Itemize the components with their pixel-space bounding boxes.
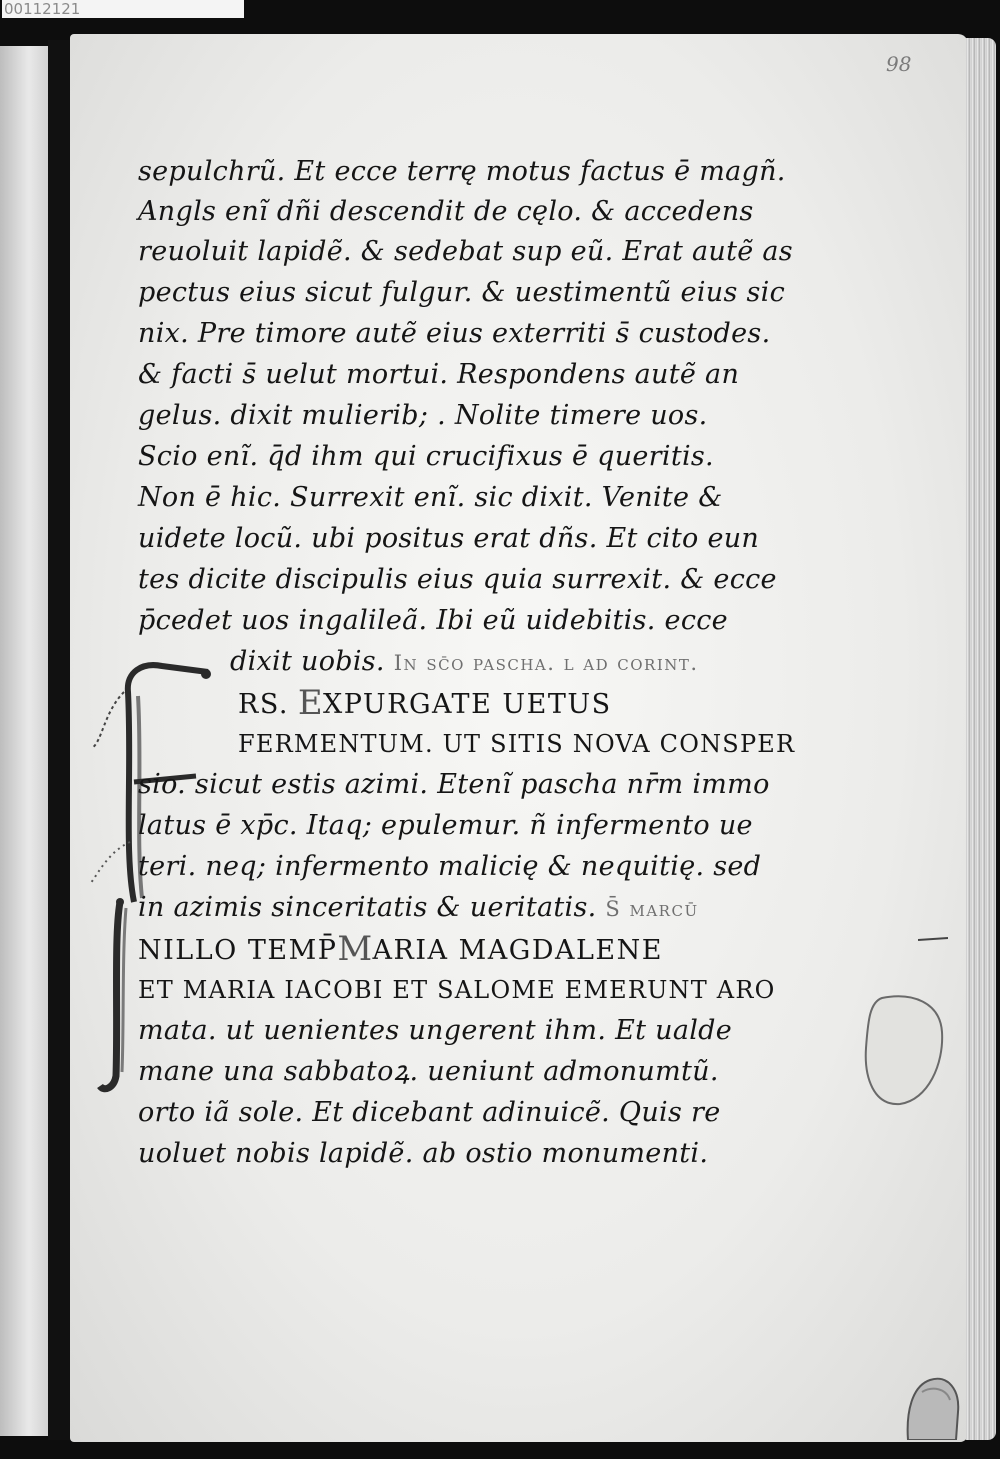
- margin-mark-icon: [918, 934, 948, 944]
- caps-span: NILLO TEMP̄: [138, 935, 338, 966]
- text-line: Scio enĩ. q̄d ihm qui crucifixus ē queritis.: [138, 441, 714, 472]
- gospel-line: mane una sabbatoꝝ. ueniunt admonumtũ.: [138, 1056, 719, 1087]
- gospel-line: [138, 970, 775, 1010]
- parchment-repair-patch: [862, 992, 944, 1108]
- smallcaps-span: ET MARIA IACOBI ET SALOME EMERUNT ARO: [138, 976, 776, 1004]
- text-line: gelus. dixit mulierib; . Nolite timere uos.: [138, 400, 708, 431]
- epistle-line: sio. sicut estis azimi. Etenĩ pascha nr̄m immo: [138, 769, 770, 800]
- epistle-line: [238, 724, 795, 764]
- gospel-line: uoluet nobis lapidẽ. ab ostio monumenti.: [138, 1138, 709, 1169]
- caps-span: XPURGATE UETUS: [322, 689, 612, 720]
- rubric-heading: In sc̄o pascha. l ad corint.: [393, 651, 699, 675]
- text-span: dixit uobis.: [230, 646, 385, 677]
- gospel-incipit-line: [138, 929, 663, 969]
- page-edges: [966, 38, 996, 1440]
- inline-initial-m: M: [337, 929, 373, 969]
- epistle-line: teri. neq; infermento malicię & nequitię. sed: [138, 851, 762, 882]
- decorated-initial-i-icon: [96, 896, 144, 1096]
- left-page-edge: [0, 46, 51, 1436]
- text-line: reuoluit lapidẽ. & sedebat sup eũ. Erat autẽ as: [138, 236, 793, 267]
- text-line: p̄cedet uos ingalileã. Ibi eũ uidebitis. ecce: [138, 605, 728, 636]
- text-line: nix. Pre timore autẽ eius exterriti s̄ custodes.: [138, 318, 771, 349]
- text-line: sepulchrũ. Et ecce terrę motus factus ē magñ.: [138, 156, 786, 187]
- book-gutter: [48, 40, 70, 1440]
- epistle-closing-line: [138, 888, 699, 928]
- smallcaps-span: FERMENTUM. UT SITIS NOVA CONSPER: [238, 730, 796, 758]
- text-line: & facti s̄ uelut mortui. Respondens autẽ an: [138, 359, 740, 390]
- caps-span: RS.: [238, 689, 289, 720]
- text-line: uidete locũ. ubi positus erat dñs. Et cito eun: [138, 523, 760, 554]
- text-line: pectus eius sicut fulgur. & uestimentũ eius sic: [138, 277, 786, 308]
- folio-number: 98: [886, 52, 912, 76]
- gospel-line: mata. ut uenientes ungerent ihm. Et ualde: [138, 1015, 733, 1046]
- thumb-holding-page: [898, 1372, 962, 1440]
- epistle-incipit-line: [238, 683, 612, 723]
- epistle-heading-line: [230, 642, 699, 682]
- image-reference-label: 00112121: [2, 0, 244, 18]
- text-line: Non ē hic. Surrexit enĩ. sic dixit. Venite &: [138, 482, 723, 513]
- text-span: in azimis sinceritatis & ueritatis.: [138, 892, 597, 923]
- epistle-line: latus ē xp̄c. Itaq; epulemur. ñ infermento ue: [138, 810, 753, 841]
- inline-initial-e: E: [297, 683, 323, 723]
- text-line: tes dicite discipulis eius quia surrexit. & ecce: [138, 564, 777, 595]
- gospel-line: orto iã sole. Et dicebant adinuicẽ. Quis re: [138, 1097, 721, 1128]
- caps-span: ARIA MAGDALENE: [372, 935, 663, 966]
- text-line: Angls enĩ dñi descendit de cęlo. & accedens: [138, 196, 754, 227]
- rubric-heading: S̄ marcū: [605, 897, 699, 921]
